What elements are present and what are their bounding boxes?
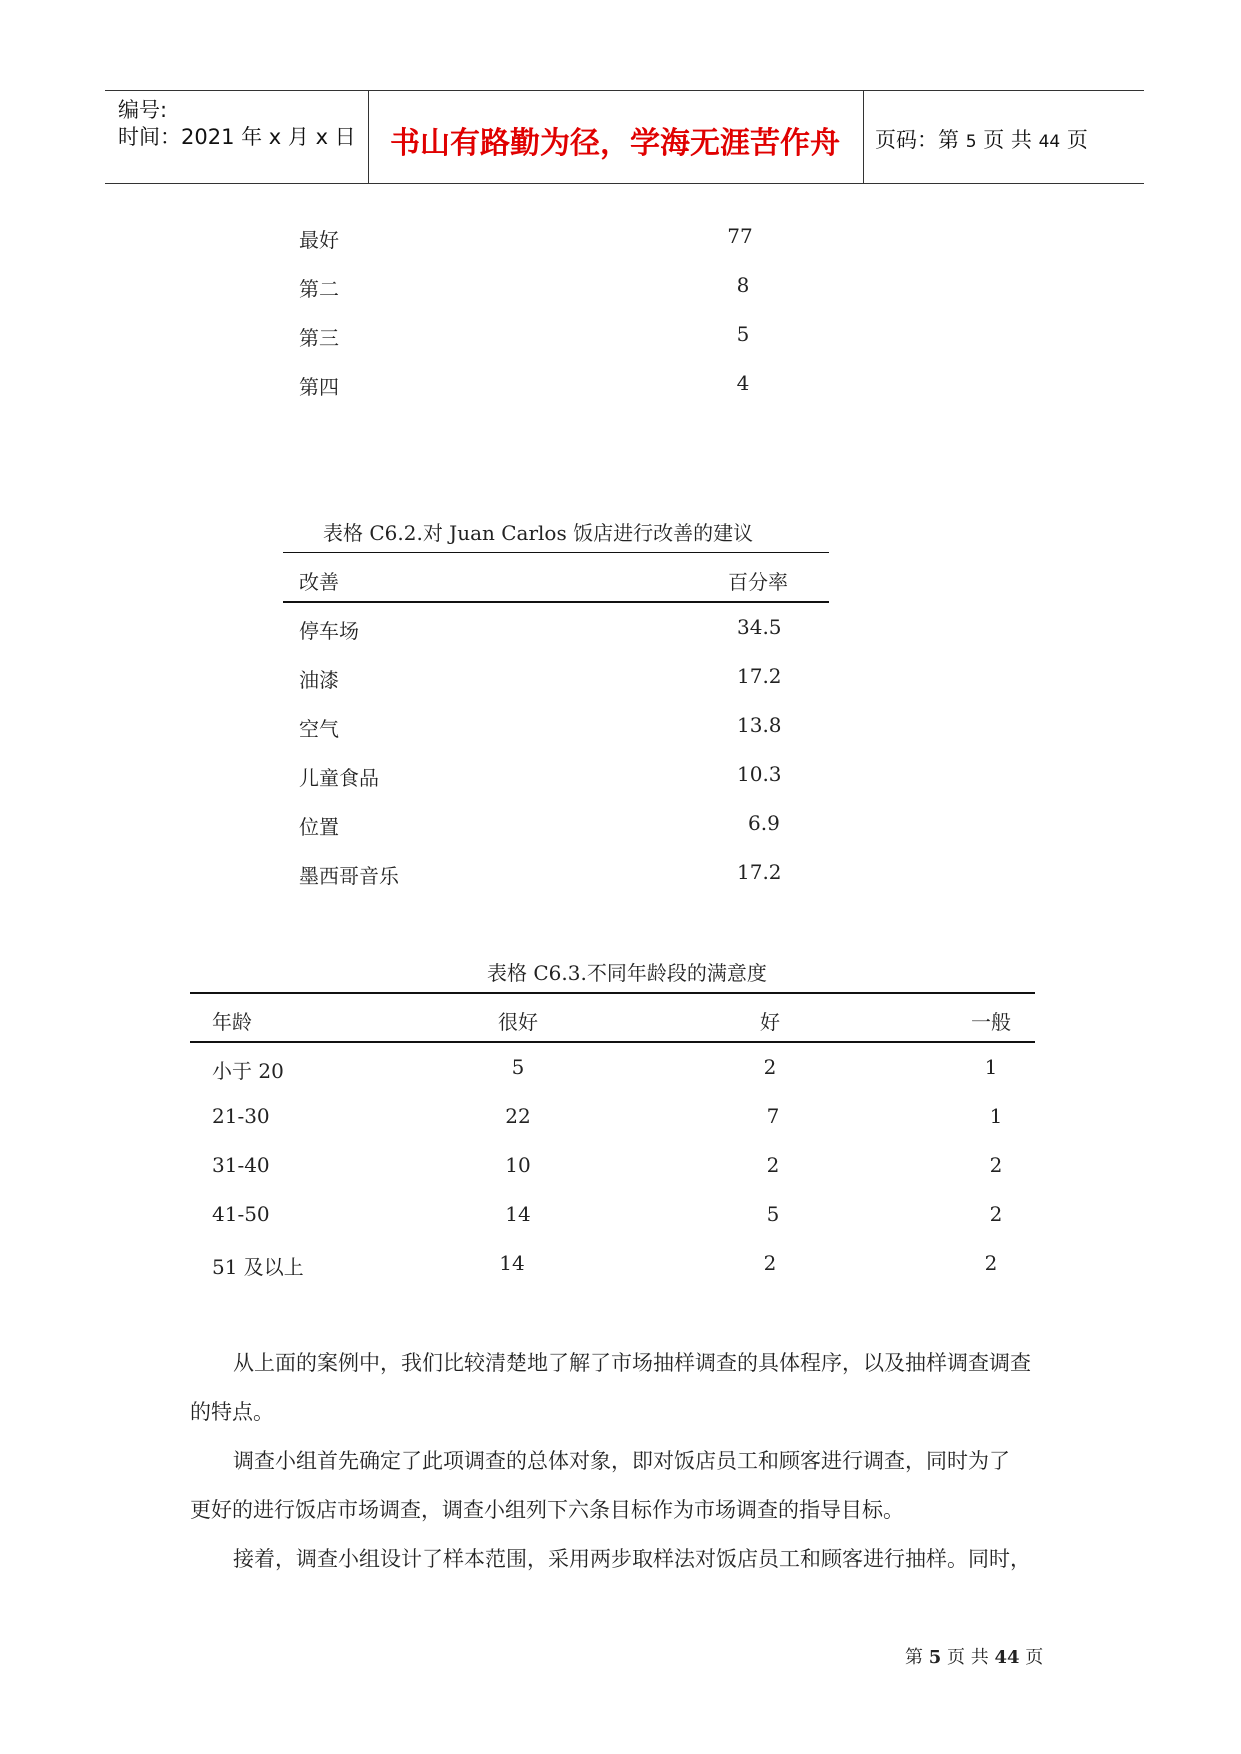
table-top-rule xyxy=(283,552,829,553)
table-header-rule xyxy=(283,601,829,603)
table-cell: 2 xyxy=(763,1055,777,1079)
table-cell: 2 xyxy=(989,1202,1003,1226)
table-header-cell: 好 xyxy=(760,1010,780,1034)
table-cell: 2 xyxy=(763,1251,777,1275)
table-row-label: 位置 xyxy=(299,815,339,839)
header-time: 时间：2021 年 x 月 x 日 xyxy=(118,125,356,149)
header-slogan: 书山有路勤为径，学海无涯苦作舟 xyxy=(390,126,840,161)
header-divider-right xyxy=(863,90,864,183)
header-top-rule xyxy=(105,90,1144,91)
header-bottom-rule xyxy=(105,183,1144,184)
table-row-value: 10.3 xyxy=(737,762,782,786)
table-cell-age: 31-40 xyxy=(212,1153,270,1177)
rank-value: 77 xyxy=(727,224,753,248)
rank-value: 8 xyxy=(736,273,750,297)
table-cell: 14 xyxy=(499,1251,525,1275)
table-caption: 表格 C6.2.对 Juan Carlos 饭店进行改善的建议 xyxy=(323,521,754,545)
footer-suffix: 页 xyxy=(1025,1647,1044,1668)
page-footer xyxy=(905,1643,1043,1669)
table-row-label: 空气 xyxy=(299,717,339,741)
footer-page-number: 5 xyxy=(928,1647,942,1668)
header-code-label: 编号: xyxy=(118,98,168,122)
paragraph-line: 接着，调查小组设计了样本范围，采用两步取样法对饭店员工和顾客进行抽样。同时， xyxy=(233,1547,1031,1571)
rank-value: 4 xyxy=(736,371,750,395)
table-cell: 5 xyxy=(511,1055,525,1079)
table-header-cell: 年龄 xyxy=(212,1010,252,1034)
rank-label: 最好 xyxy=(299,228,339,252)
table-header-rule xyxy=(190,1041,1035,1043)
header-page-total: 44 xyxy=(1038,132,1061,152)
table-row-value: 17.2 xyxy=(737,664,782,688)
table-cell: 2 xyxy=(984,1251,998,1275)
header-page-info xyxy=(875,124,1088,154)
table-cell: 7 xyxy=(766,1104,780,1128)
table-row-value: 17.2 xyxy=(737,860,782,884)
table-cell: 22 xyxy=(505,1104,531,1128)
paragraph-line: 的特点。 xyxy=(190,1400,274,1424)
header-page-number: 5 xyxy=(965,132,977,152)
header-page-suffix: 页 xyxy=(1066,128,1088,152)
footer-mid: 页 共 xyxy=(947,1647,989,1668)
table-cell: 5 xyxy=(766,1202,780,1226)
table-cell: 14 xyxy=(505,1202,531,1226)
paragraph-line: 调查小组首先确定了此项调查的总体对象，即对饭店员工和顾客进行调查，同时为了 xyxy=(233,1449,1010,1473)
table-cell: 1 xyxy=(984,1055,998,1079)
header-page-prefix: 页码：第 xyxy=(875,128,959,152)
table-cell-age: 51 及以上 xyxy=(212,1255,304,1279)
rank-value: 5 xyxy=(736,322,750,346)
table-caption: 表格 C6.3.不同年龄段的满意度 xyxy=(487,961,767,985)
table-header-cell: 改善 xyxy=(299,570,339,594)
paragraph-line: 从上面的案例中，我们比较清楚地了解了市场抽样调查的具体程序，以及抽样调查调查 xyxy=(233,1351,1031,1375)
header-divider-left xyxy=(368,90,369,183)
header-page-mid: 页 共 xyxy=(983,128,1032,152)
table-cell: 2 xyxy=(766,1153,780,1177)
table-cell: 2 xyxy=(989,1153,1003,1177)
table-row-value: 13.8 xyxy=(737,713,782,737)
footer-prefix: 第 xyxy=(905,1647,923,1668)
rank-label: 第三 xyxy=(299,326,339,350)
rank-label: 第四 xyxy=(299,375,339,399)
table-header-cell: 很好 xyxy=(498,1010,538,1034)
table-cell-age: 21-30 xyxy=(212,1104,270,1128)
table-row-value: 34.5 xyxy=(737,615,782,639)
table-top-rule xyxy=(190,992,1035,994)
rank-label: 第二 xyxy=(299,277,339,301)
table-cell: 10 xyxy=(505,1153,531,1177)
table-cell-age: 小于 20 xyxy=(212,1059,284,1083)
table-header-cell: 一般 xyxy=(971,1010,1011,1034)
table-row-label: 儿童食品 xyxy=(299,766,379,790)
table-row-label: 停车场 xyxy=(299,619,359,643)
table-row-label: 油漆 xyxy=(299,668,339,692)
table-cell: 1 xyxy=(989,1104,1003,1128)
table-cell-age: 41-50 xyxy=(212,1202,270,1226)
table-header-cell: 百分率 xyxy=(728,570,788,594)
paragraph-line: 更好的进行饭店市场调查，调查小组列下六条目标作为市场调查的指导目标。 xyxy=(190,1498,904,1522)
footer-page-total: 44 xyxy=(994,1647,1020,1668)
table-row-value: 6.9 xyxy=(748,811,780,835)
table-row-label: 墨西哥音乐 xyxy=(299,864,399,888)
